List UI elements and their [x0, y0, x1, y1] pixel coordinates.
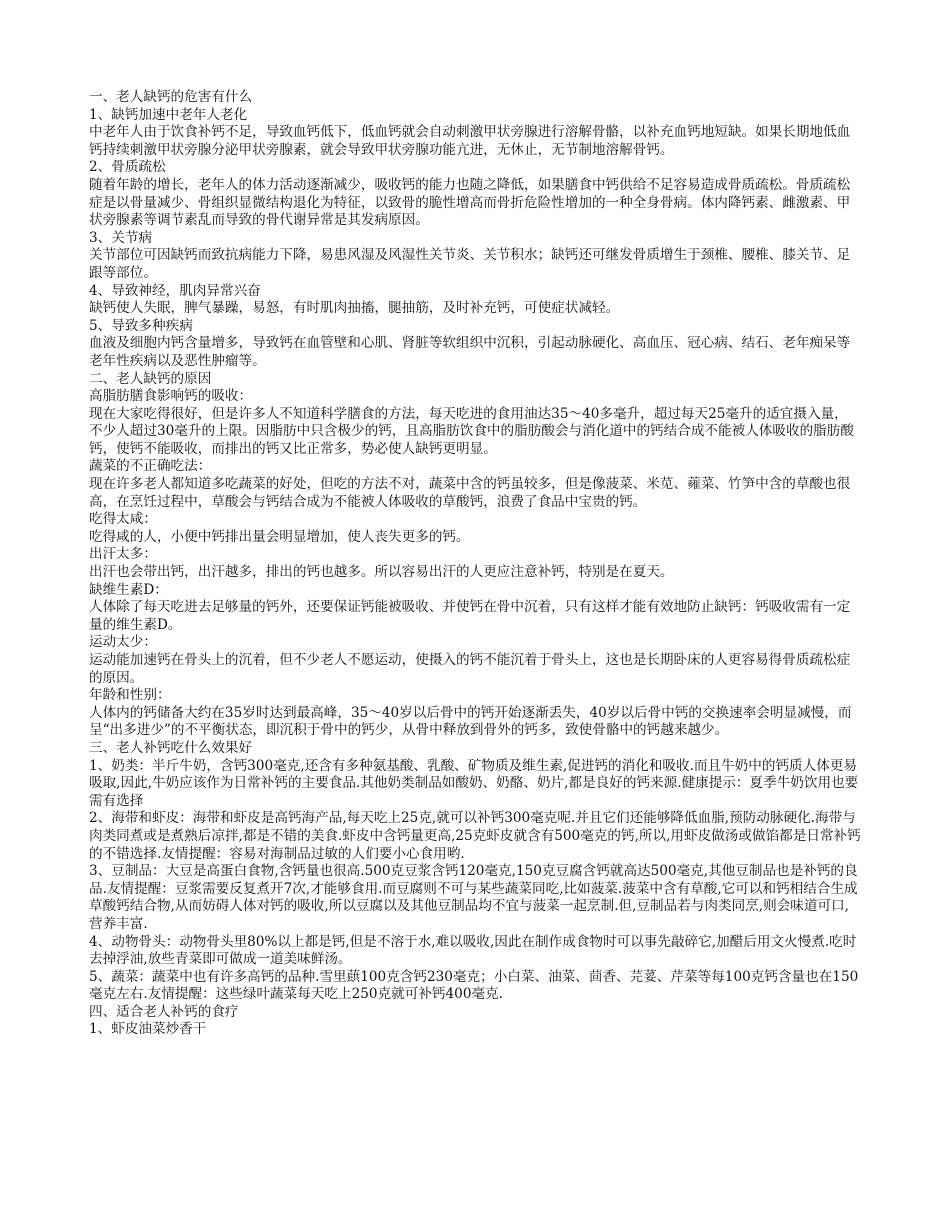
paragraph: 中老年人由于饮食补钙不足，导致血钙低下，低血钙就会自动刺激甲状旁腺进行溶解骨骼，以补充血钙地短缺。如果长期地低血钙持续刺激甲状旁腺分泌甲状旁腺素，就会导致甲状旁腺功能亢进，无休止，无节制地溶解骨钙。: [89, 124, 851, 158]
paragraph: 运动能加速钙在骨头上的沉着，但不少老人不愿运动，使摄入的钙不能沉着于骨头上，这也是长期卧床的人更容易得骨质疏松症的原因。: [89, 652, 851, 686]
subheading: 4、导致神经，肌肉异常兴奋: [89, 282, 261, 299]
subheading: 出汗太多：: [89, 546, 157, 563]
subheading: 3、关节病: [89, 229, 153, 246]
section-heading: 一、老人缺钙的危害有什么: [89, 89, 253, 105]
subheading: 蔬菜的不正确吃法：: [89, 458, 212, 475]
paragraph: 现在大家吃得很好，但是许多人不知道科学膳食的方法，每天吃进的食用油达35～40多毫升，超过每天25毫升的适宜摄入量，不少人超过30毫升的上限。因脂肪中只含极少的钙，且高脂肪饮食中的脂肪酸会与消化道中的钙结合成不能被人体吸收的脂肪酸钙，使钙不能吸收，而排出的钙又比正常多，势必使人缺钙更明显。: [89, 405, 854, 457]
paragraph: 5、蔬菜：蔬菜中也有许多高钙的品种.雪里蕻100克含钙230毫克；小白菜、油菜、茴香、芫荽、芹菜等每100克钙含量也在150毫克左右.友情提醒：这些绿叶蔬菜每天吃上250克就可补钙400毫克.: [89, 968, 859, 1003]
paragraph: 现在许多老人都知道多吃蔬菜的好处，但吃的方法不对，蔬菜中含的钙虽较多，但是像菠菜、米苋、蕹菜、竹笋中含的草酸也很高，在烹饪过程中，草酸会与钙结合成为不能被人体吸收的草酸钙，浪费了食品中宝贵的钙。: [89, 476, 851, 510]
paragraph: 吃得咸的人，小便中钙排出量会明显增加，使人丧失更多的钙。: [89, 528, 470, 545]
section-heading: 二、老人缺钙的原因: [89, 370, 212, 387]
subheading: 高脂肪膳食影响钙的吸收：: [89, 388, 253, 405]
section-heading: 三、老人补钙吃什么效果好: [89, 739, 253, 756]
paragraph: 4、动物骨头：动物骨头里80%以上都是钙,但是不溶于水,难以吸收,因此在制作成食物时可以事先敲碎它,加醋后用文火慢煮.吃时去掉浮油,放些青菜即可做成一道美味鲜汤。: [89, 933, 857, 968]
paragraph: 2、海带和虾皮：海带和虾皮是高钙海产品,每天吃上25克,就可以补钙300毫克呢.并且它们还能够降低血脂,预防动脉硬化.海带与肉类同煮或是煮熟后凉拌,都是不错的美食.虾皮中含钙量更高,25克虾皮就含有500毫克的钙,所以,用虾皮做汤或做馅都是日常补钙的不错选择.友情提醒：容易对海制品过敏的人们要小心食用哟.: [89, 810, 861, 862]
subheading: 吃得太咸：: [89, 511, 157, 528]
document-body: [89, 89, 861, 1039]
subheading: 缺维生素D：: [89, 581, 168, 598]
paragraph: 人体内的钙储备大约在35岁时达到最高峰，35～40岁以后骨中的钙开始逐渐丢失，40岁以后骨中钙的交换速率会明显减慢，而呈“出多进少”的不平衡状态，即沉积于骨中的钙少，从骨中释放到骨外的钙多，致使骨骼中的钙越来越少。: [89, 704, 852, 739]
paragraph: 血液及细胞内钙含量增多，导致钙在血管壁和心肌、肾脏等软组织中沉积，引起动脉硬化、高血压、冠心病、结石、老年痴呆等老年性疾病以及恶性肿瘤等。: [89, 335, 851, 369]
paragraph: 随着年龄的增长，老年人的体力活动逐渐减少，吸收钙的能力也随之降低，如果膳食中钙供给不足容易造成骨质疏松。骨质疏松症是以骨量减少、骨组织显微结构退化为特征，以致骨的脆性增高而骨折危险性增加的一种全身骨病。体内降钙素、雌激素、甲状旁腺素等调节素乱而导致的骨代谢异常是其发病原因。: [89, 176, 851, 229]
paragraph: 关节部位可因缺钙而致抗病能力下降，易患风湿及风湿性关节炎、关节积水；缺钙还可继发骨质增生于颈椎、腰椎、膝关节、足跟等部位。: [89, 247, 851, 281]
subheading: 运动太少：: [89, 634, 157, 651]
paragraph: 出汗也会带出钙，出汗越多，排出的钙也越多。所以容易出汗的人更应注意补钙，特别是在夏天。: [89, 564, 674, 581]
subheading: 年龄和性别：: [89, 687, 171, 704]
subheading: 5、导致多种疾病: [89, 317, 193, 334]
subheading: 1、虾皮油菜炒香干: [89, 1021, 207, 1038]
paragraph: 人体除了每天吃进去足够量的钙外，还要保证钙能被吸收、并使钙在骨中沉着，只有这样才能有效地防止缺钙：钙吸收需有一定量的维生素D。: [89, 599, 851, 633]
paragraph: 缺钙使人失眠，脾气暴躁，易怒，有时肌肉抽搐，腿抽筋，及时补充钙，可使症状减轻。: [89, 300, 620, 317]
subheading: 2、骨质疏松: [89, 159, 166, 176]
paragraph: 3、豆制品：大豆是高蛋白食物,含钙量也很高.500克豆浆含钙120毫克,150克豆腐含钙就高达500毫克,其他豆制品也是补钙的良品.友情提醒：豆浆需要反复煮开7次,才能够食用.而豆腐则不可与某些蔬菜同吃,比如菠菜.菠菜中含有草酸,它可以和钙相结合生成草酸钙结合物,从而妨碍人体对钙的吸收,所以豆腐以及其他豆制品均不宜与菠菜一起烹制.但,豆制品若与肉类同烹,则会味道可口,营养丰富.: [89, 863, 858, 932]
paragraph: 1、奶类：半斤牛奶，含钙300毫克,还含有多种氨基酸、乳酸、矿物质及维生素,促进钙的消化和吸收.而且牛奶中的钙质人体更易吸取,因此,牛奶应该作为日常补钙的主要食品.其他奶类制品如酸奶、奶酪、奶片,都是良好的钙来源.健康提示：夏季牛奶饮用也要需有选择: [89, 757, 859, 809]
section-heading: 四、适合老人补钙的食疗: [89, 1003, 239, 1020]
subheading: 1、缺钙加速中老年人老化: [89, 106, 248, 123]
